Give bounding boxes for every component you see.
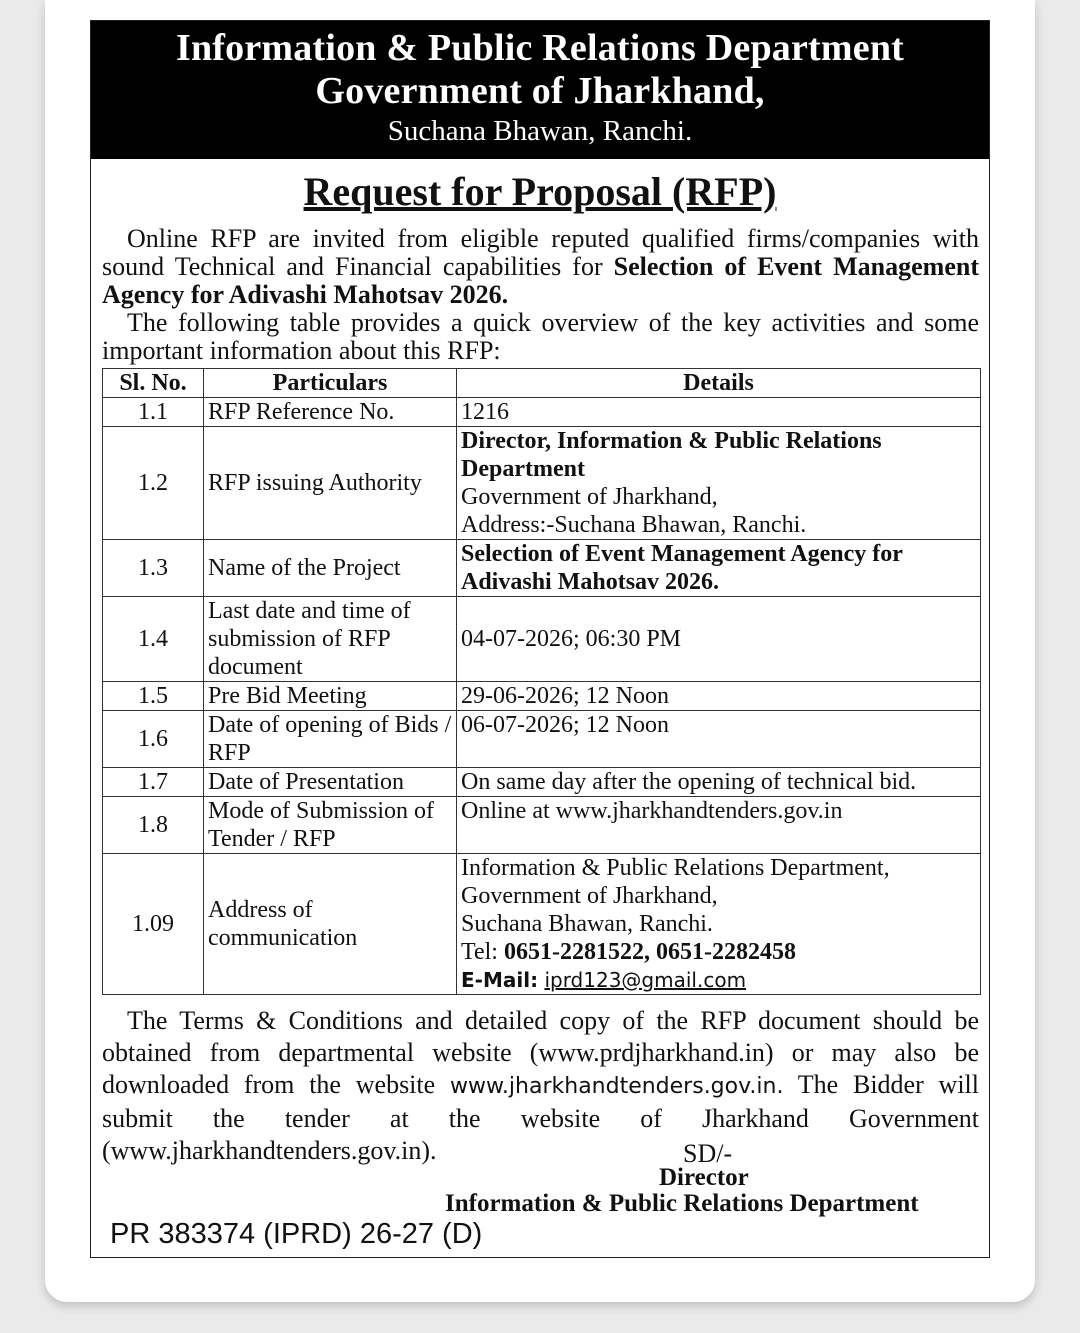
row-particular: Name of the Project	[204, 540, 457, 597]
signature-designation: Director	[659, 1164, 749, 1191]
table-row	[103, 711, 981, 768]
row-sl: 1.8	[103, 797, 204, 854]
row-detail: On same day after the opening of technical bid.	[457, 768, 981, 797]
row-sl: 1.7	[103, 768, 204, 797]
row-sl: 1.4	[103, 597, 204, 682]
table-row	[103, 797, 981, 854]
phone-numbers: 0651-2281522, 0651-2282458	[503, 939, 796, 965]
email-link[interactable]: iprd123@gmail.com	[544, 968, 747, 992]
terms-paragraph	[102, 1005, 979, 1167]
email-label: E-Mail:	[461, 968, 539, 992]
table-row	[103, 427, 981, 540]
row-particular: RFP issuing Authority	[204, 427, 457, 540]
table-header-row	[103, 369, 981, 398]
row-sl: 1.09	[103, 854, 204, 995]
overview-paragraph: The following table provides a quick overview of the key activities and some important information about this RFP:	[102, 308, 979, 365]
terms-text-end: The Bidder will submit the tender at the website of Jharkhand Government (www.jharkhandtenders.gov.in).	[102, 1070, 979, 1165]
row-detail: 06-07-2026; 12 Noon	[457, 711, 981, 768]
contact-department: Information & Public Relations Department,	[461, 855, 890, 881]
authority-address: Address:-Suchana Bhawan, Ranchi.	[461, 512, 807, 538]
table-row	[103, 854, 981, 995]
intro-text: Online RFP are invited from eligible reputed qualified firms/companies with sound Technical and Financial capabilities for	[102, 224, 979, 281]
header-government: Government of Jharkhand,	[315, 70, 765, 112]
row-sl: 1.3	[103, 540, 204, 597]
intro-paragraph	[102, 225, 979, 309]
page-title: Request for Proposal (RFP)	[303, 169, 777, 214]
table-row	[103, 597, 981, 682]
terms-text: The Terms & Conditions and detailed copy of the RFP document should be obtained from departmental website (www.prdjharkhand.in) or may also be downloaded from the website	[102, 1006, 979, 1099]
contact-address: Suchana Bhawan, Ranchi.	[461, 911, 713, 937]
row-detail: Online at www.jharkhandtenders.gov.in	[457, 797, 981, 854]
row-particular: RFP Reference No.	[204, 398, 457, 427]
table-row	[103, 540, 981, 597]
table-row	[103, 398, 981, 427]
contact-phone	[461, 938, 976, 966]
row-detail: 29-06-2026; 12 Noon	[457, 682, 981, 711]
table-row	[103, 768, 981, 797]
row-detail: 04-07-2026; 06:30 PM	[457, 597, 981, 682]
row-particular: Date of Presentation	[204, 768, 457, 797]
contact-government: Government of Jharkhand,	[461, 883, 718, 909]
row-detail	[457, 854, 981, 995]
signature-department: Information & Public Relations Department	[445, 1190, 919, 1217]
row-particular: Pre Bid Meeting	[204, 682, 457, 711]
contact-email	[461, 966, 976, 994]
signature-sd: SD/-	[683, 1139, 733, 1168]
column-header-particulars: Particulars	[204, 369, 457, 398]
authority-government: Government of Jharkhand,	[461, 484, 718, 510]
column-header-details: Details	[457, 369, 981, 398]
header-department: Information & Public Relations Department	[175, 27, 905, 69]
authority-name: Director, Information & Public Relations Department	[461, 428, 882, 482]
table-row	[103, 682, 981, 711]
intro-project-name: Selection of Event Management Agency for Adivashi Mahotsav 2026.	[102, 252, 979, 309]
header-address: Suchana Bhawan, Ranchi.	[387, 115, 693, 147]
rfp-details-table	[102, 368, 981, 995]
column-header-sl: Sl. No.	[103, 369, 204, 398]
row-particular: Date of opening of Bids / RFP	[204, 711, 457, 768]
row-particular: Mode of Submission of Tender / RFP	[204, 797, 457, 854]
row-sl: 1.1	[103, 398, 204, 427]
row-particular: Address of communication	[204, 854, 457, 995]
row-detail	[457, 427, 981, 540]
department-header	[91, 21, 989, 159]
row-detail: Selection of Event Management Agency for Adivashi Mahotsav 2026.	[457, 540, 981, 597]
row-sl: 1.6	[103, 711, 204, 768]
row-sl: 1.5	[103, 682, 204, 711]
row-sl: 1.2	[103, 427, 204, 540]
pr-code: PR 383374 (IPRD) 26-27 (D)	[110, 1218, 483, 1250]
row-detail: 1216	[457, 398, 981, 427]
rfp-notice	[90, 20, 990, 1258]
row-particular: Last date and time of submission of RFP document	[204, 597, 457, 682]
phone-label: Tel:	[461, 939, 504, 965]
tender-website: www.jharkhandtenders.gov.in.	[449, 1074, 784, 1099]
